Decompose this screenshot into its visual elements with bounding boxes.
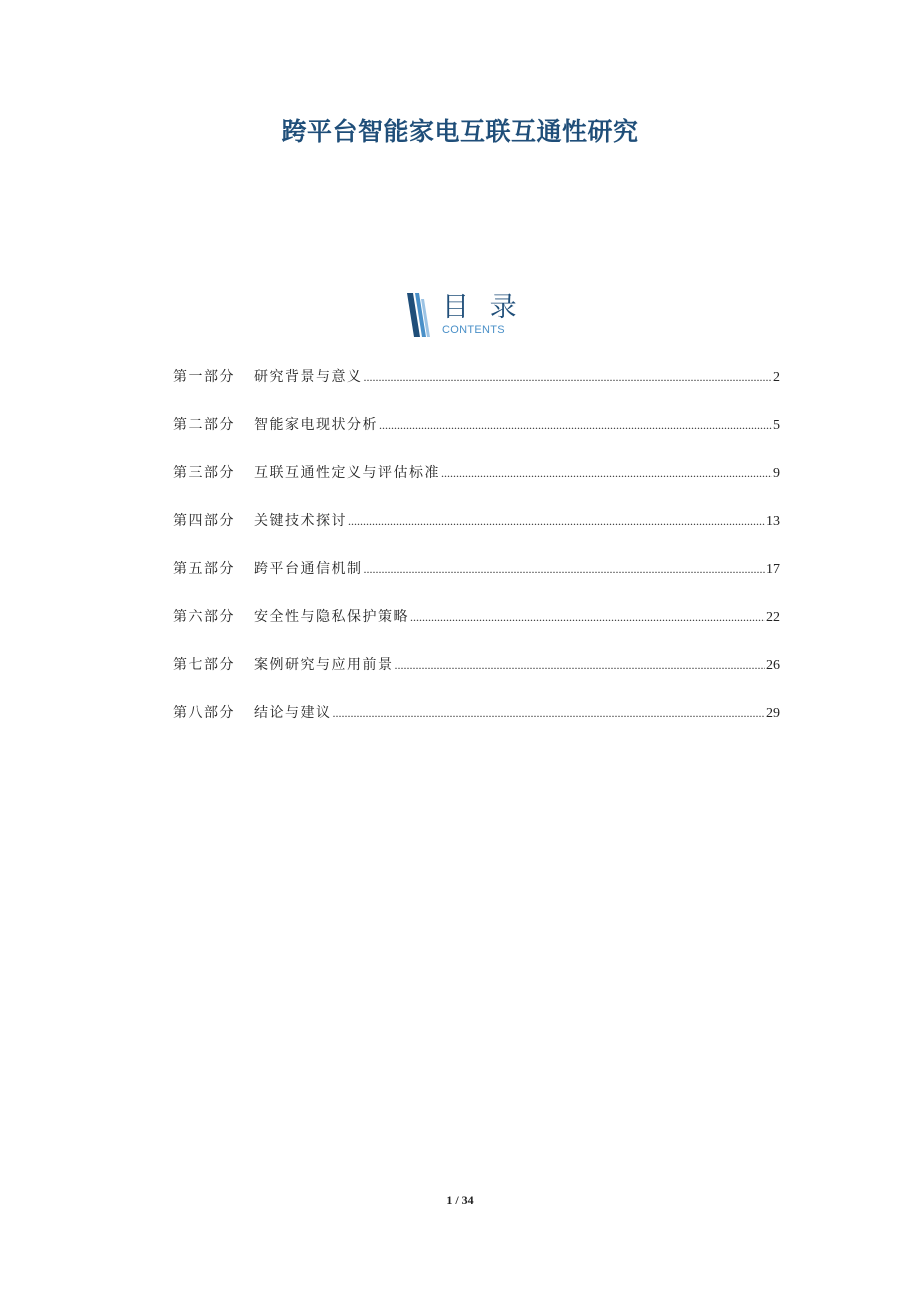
toc-section-name: 关键技术探讨 [254, 513, 347, 529]
toc-part-label: 第一部分 [173, 369, 235, 385]
toc-section-name: 智能家电现状分析 [254, 417, 378, 433]
toc-page-number: 29 [766, 706, 780, 721]
toc-section-name: 互联互通性定义与评估标准 [254, 465, 440, 481]
toc-leader-dots [395, 652, 766, 678]
toc-list [173, 364, 780, 748]
toc-entry-7[interactable] [173, 652, 780, 700]
toc-leader-dots [333, 700, 766, 726]
toc-section-name: 跨平台通信机制 [254, 561, 363, 577]
toc-page-number: 22 [766, 610, 780, 625]
toc-leader-dots [441, 460, 772, 486]
toc-part-label: 第六部分 [173, 609, 235, 625]
toc-entry-2[interactable] [173, 412, 780, 460]
document-title: 跨平台智能家电互联互通性研究 [281, 117, 639, 146]
toc-entry-1[interactable] [173, 364, 780, 412]
toc-entry-6[interactable] [173, 604, 780, 652]
toc-entry-8[interactable] [173, 700, 780, 748]
toc-part-label: 第三部分 [173, 465, 235, 481]
toc-header [404, 293, 524, 339]
toc-section-name: 案例研究与应用前景 [254, 657, 394, 673]
toc-page-number: 9 [773, 466, 780, 481]
toc-leader-dots [379, 412, 772, 438]
toc-leader-dots [348, 508, 765, 534]
toc-entry-5[interactable] [173, 556, 780, 604]
toc-page-number: 5 [773, 418, 780, 433]
toc-page-number: 17 [766, 562, 780, 577]
toc-page-number: 13 [766, 514, 780, 529]
toc-subtitle: CONTENTS [442, 324, 505, 336]
toc-section-name: 安全性与隐私保护策略 [254, 609, 409, 625]
toc-part-label: 第八部分 [173, 705, 235, 721]
toc-leader-dots [364, 364, 773, 390]
toc-section-name: 研究背景与意义 [254, 369, 363, 385]
toc-leader-dots [364, 556, 766, 582]
page-number: 1 / 34 [446, 1193, 474, 1207]
toc-part-label: 第五部分 [173, 561, 235, 577]
toc-section-name: 结论与建议 [254, 705, 332, 721]
toc-stripes-icon [404, 293, 434, 337]
toc-page-number: 2 [773, 370, 780, 385]
toc-part-label: 第二部分 [173, 417, 235, 433]
toc-title: 目 录 [442, 292, 523, 323]
toc-part-label: 第四部分 [173, 513, 235, 529]
toc-part-label: 第七部分 [173, 657, 235, 673]
toc-leader-dots [410, 604, 765, 630]
toc-entry-3[interactable] [173, 460, 780, 508]
toc-page-number: 26 [766, 658, 780, 673]
toc-entry-4[interactable] [173, 508, 780, 556]
